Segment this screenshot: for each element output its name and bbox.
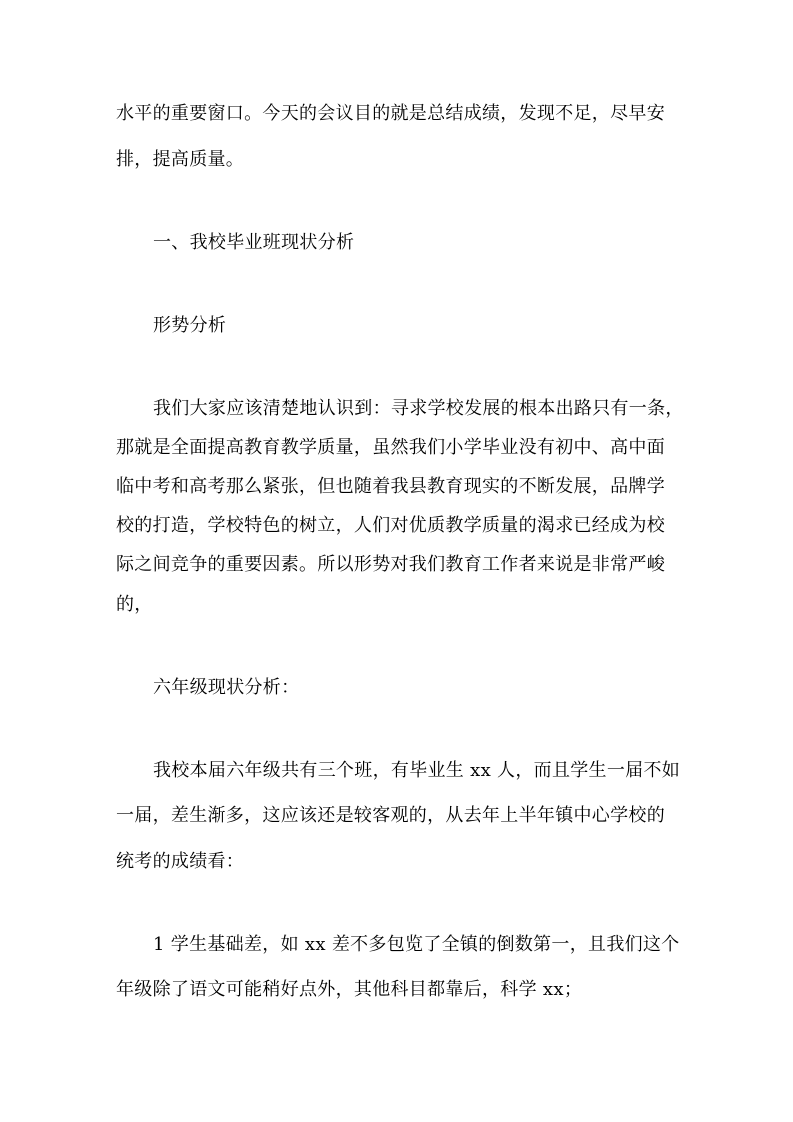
paragraph-situation-line-6: 的， [116,594,153,615]
subheading-grade6: 六年级现状分析： [153,677,300,698]
paragraph-grade6-line-2: 一届，差生渐多，这应该还是较客观的，从去年上半年镇中心学校的 [116,805,665,826]
paragraph-situation-line-1: 我们大家应该清楚地认识到：寻求学校发展的根本出路只有一条， [153,398,684,419]
paragraph-grade6-line-1: 我校本届六年级共有三个班，有毕业生 xx 人，而且学生一届不如 [153,760,681,781]
paragraph-intro-line-1: 水平的重要窗口。今天的会议目的就是总结成绩，发现不足，尽早安 [116,103,665,124]
paragraph-item1-line-1: 1 学生基础差，如 xx 差不多包览了全镇的倒数第一，且我们这个 [153,934,680,955]
paragraph-grade6-line-3: 统考的成绩看： [116,851,245,872]
paragraph-situation-line-2: 那就是全面提高教育教学质量，虽然我们小学毕业没有初中、高中面 [116,437,665,458]
paragraph-intro-line-2: 排，提高质量。 [116,149,245,170]
paragraph-situation-line-5: 际之间竞争的重要因素。所以形势对我们教育工作者来说是非常严峻 [116,554,665,575]
paragraph-situation-line-4: 校的打造，学校特色的树立，人们对优质教学质量的渴求已经成为校 [116,515,665,536]
paragraph-situation-line-3: 临中考和高考那么紧张，但也随着我县教育现实的不断发展，品牌学 [116,476,665,497]
subheading-situation: 形势分析 [153,315,227,336]
section-heading: 一、我校毕业班现状分析 [153,232,355,253]
paragraph-item1-line-2: 年级除了语文可能稍好点外，其他科目都靠后，科学 xx； [116,979,583,1000]
